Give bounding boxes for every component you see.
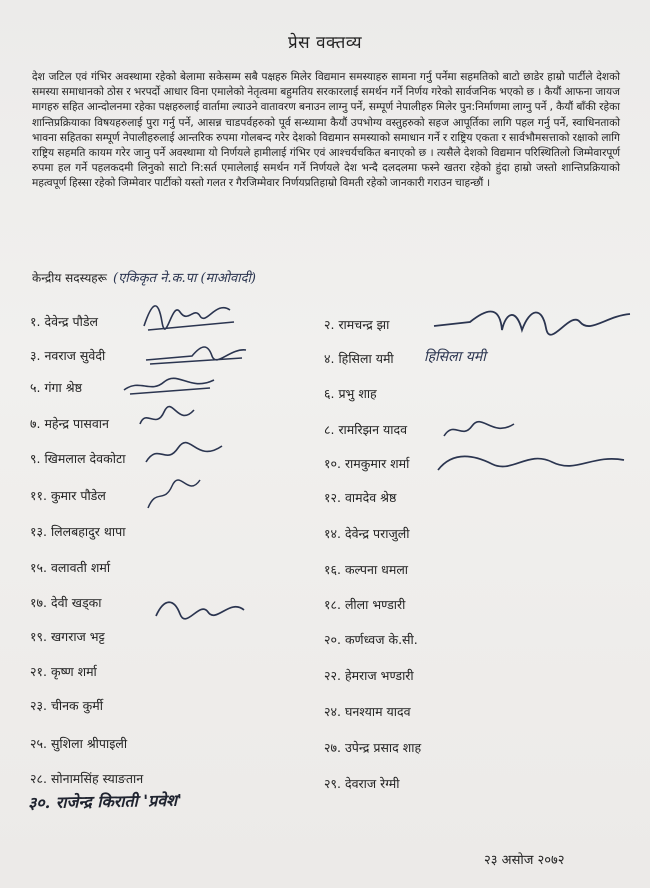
member-30-handwritten: ३०. राजेन्द्र किराती 'प्रवेश': [27, 790, 183, 813]
member-29: २९. देवराज रेग्मी: [324, 776, 400, 791]
member-6: ६. प्रभु शाह: [324, 386, 377, 401]
member-19: १९. खगराज भट्ट: [30, 629, 105, 644]
member-8: ८. रामरिझन यादव: [324, 422, 408, 437]
signature-devendra-paudel: [138, 292, 238, 334]
signature-ganga-shrestha: [120, 372, 220, 400]
member-2: २. रामचन्द्र झा: [324, 317, 390, 332]
member-1: १. देवेन्द्र पौडेल: [30, 314, 99, 329]
member-5: ५. गंगा श्रेष्ठ: [30, 380, 82, 395]
signature-ramkumar-sharma: [432, 440, 632, 480]
signature-ramchandra-jha: [430, 300, 640, 344]
signature-hisila-yami-text: हिसिला यमी: [424, 349, 486, 365]
signature-kumar-paudel: [144, 474, 204, 514]
member-9: ९. खिमलाल देवकोटा: [30, 451, 126, 466]
signature-khimlal-devkota: [140, 436, 230, 472]
member-16: १६. कल्पना धमला: [324, 562, 409, 577]
member-4: ४. हिसिला यमी: [324, 351, 394, 366]
signature-mahendra-paswan: [134, 400, 204, 436]
member-13: १३. लिलबहादुर थापा: [30, 524, 126, 539]
member-3: ३. नवराज सुवेदी: [30, 348, 106, 363]
member-25: २५. सुशिला श्रीपाइली: [30, 736, 128, 751]
member-27: २७. उपेन्द्र प्रसाद शाह: [324, 740, 422, 755]
document-title: प्रेस वक्तव्य: [288, 33, 362, 53]
member-20: २०. कर्णध्वज के.सी.: [324, 632, 418, 647]
signature-devi-khadka: [150, 590, 250, 626]
member-14: १४. देवेन्द्र पराजुली: [324, 526, 410, 541]
member-28: २८. सोनामसिंह स्याङतान: [30, 771, 144, 786]
member-10: १०. रामकुमार शर्मा: [324, 456, 410, 471]
member-11: ११. कुमार पौडेल: [30, 488, 106, 503]
member-12: १२. वामदेव श्रेष्ठ: [324, 490, 397, 505]
members-heading-row: [32, 268, 256, 286]
member-15: १५. वलावती शर्मा: [30, 560, 111, 575]
member-18: १८. लीला भण्डारी: [324, 597, 406, 612]
document-date: २३ असोज २०७२: [484, 853, 565, 868]
member-7: ७. महेन्द्र पासवान: [30, 416, 109, 431]
party-name-handwritten: (एकिकृत ने.क.पा (माओवादी): [113, 271, 256, 286]
member-22: २२. हेमराज भण्डारी: [324, 668, 414, 683]
member-21: २१. कृष्ण शर्मा: [30, 664, 97, 679]
member-17: १७. देवी खड्का: [30, 595, 102, 610]
signature-hisila-yami: [418, 341, 540, 371]
member-23: २३. चीनक कुर्मी: [30, 698, 103, 713]
signature-navaraj-subedi: [142, 338, 252, 368]
statement-body: देश जटिल एवं गंभिर अवस्थामा रहेको बेलामा सकेसम्म सबै पक्षहरु मिलेर विद्यमान समस्याहरु सामना गर्नु पर्नेमा सहमतिको बाटो छाडेर हाम्रो पार्टीले देशको समस्या समाधानको ठोस र भरपर्दो आधार विना एमालेको नेतृत्वमा बहुमतिय सरकारलाई समर्थन गर्ने निर्णय गरेको सार्वजनिक भएको छ । कैयौं आफना जायज मागहरु सहित आन्दोलनमा रहेका पक्षहरुलाई वार्तामा ल्याउने वातावरण बनाउन लाग्नु पर्ने, सम्पूर्ण नेपालीहरु मिलेर पुन:निर्माणमा लाग्नु पर्ने , कैयौं बाँकी रहेका शान्तिप्रक्रियाका विषयहरुलाई पुरा गर्नु पर्ने, आसन्न चाडपर्वहरुको पूर्व सन्ध्यामा कैयौं उपभोग्य वस्तुहरुको सहज आपूर्तिका लागि पहल गर्नु पर्ने, स्वाधिनताको भावना सहितका सम्पूर्ण नेपालीहरुलाई आन्तरिक रुपमा गोलबन्द गरेर देशको विद्यमान समस्याको समाधान गर्ने र राष्ट्रिय एकता र सार्वभौमसत्ताको रक्षाको लागि राष्ट्रिय सहमति कायम गरेर जानु पर्ने अवस्थामा यो निर्णयले हामीलाई गंभिर एवं आश्चर्यचकित बनाएको छ । त्यसैले देशको विद्यमान परिस्थितिलो जिम्मेवारपूर्ण रुपमा हल गर्ने पहलकदमी लिनुको साटो नि:सर्त एमालेलाई समर्थन गर्ने निर्णयले देश भन्दै दलदलमा फस्ने खतरा रहेको हुंदा हाम्रो जस्तो शान्तिप्रक्रियाको महत्वपूर्ण हिस्सा रहेको जिम्मेवार पार्टीको यस्तो गलत र गैरजिम्मेवार निर्णयप्रतिहाम्रो विमती रहेको जानकारी गराउन चाहन्छौं ।: [32, 71, 620, 190]
members-heading: केन्द्रीय सदस्यहरू: [32, 270, 107, 285]
member-24: २४. घनश्याम यादव: [324, 704, 411, 719]
